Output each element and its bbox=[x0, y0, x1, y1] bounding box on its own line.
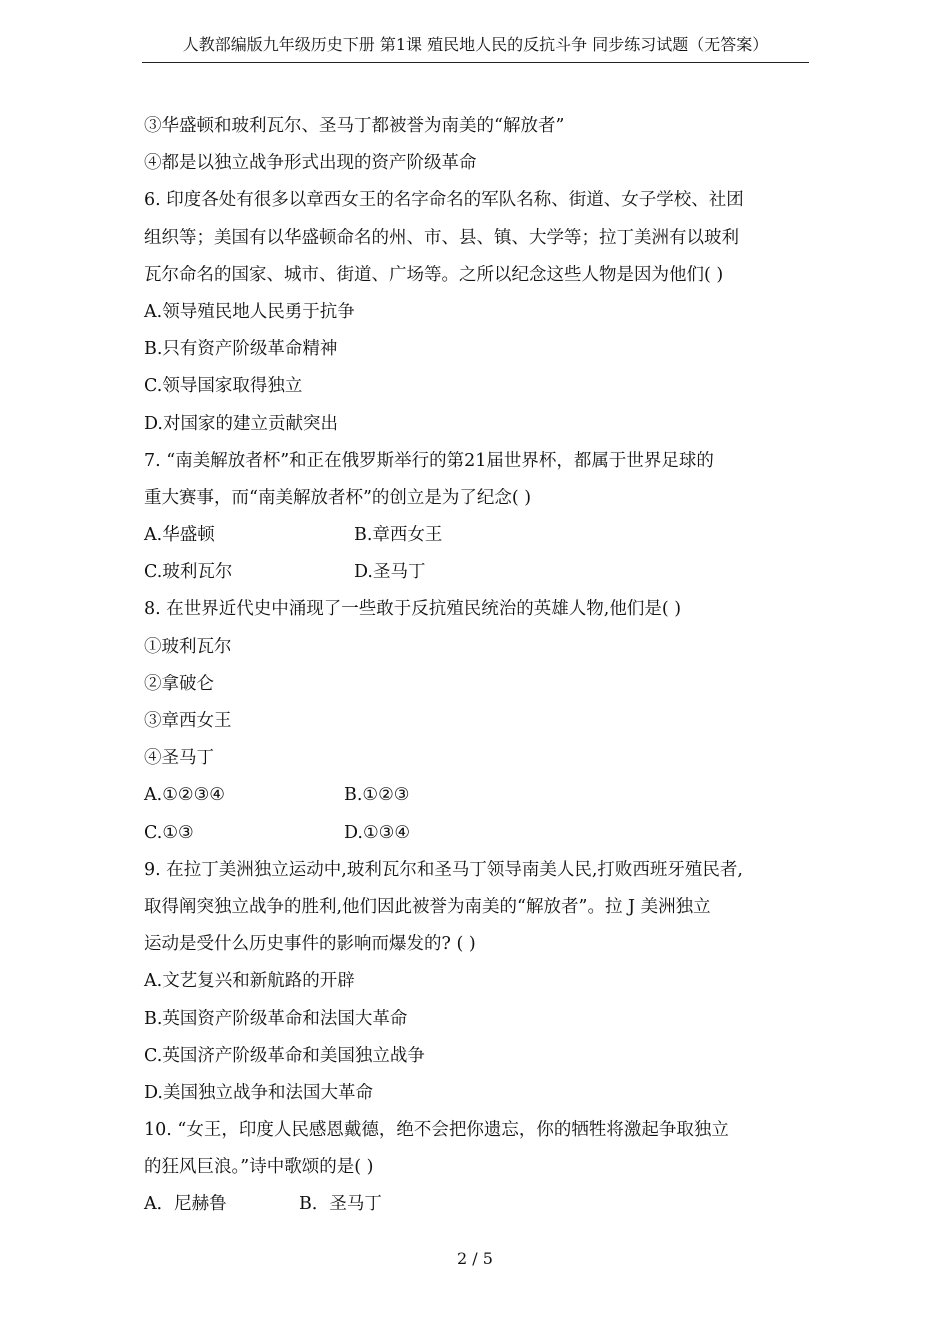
question-8-choice-1: ①玻利瓦尔 bbox=[144, 636, 232, 657]
statement-4: ④都是以独立战争形式出现的资产阶级革命 bbox=[144, 153, 477, 174]
question-10-options-row bbox=[144, 1186, 824, 1223]
question-7-option-a: A.华盛顿 bbox=[144, 525, 215, 546]
question-8-option-d: D.①③④ bbox=[344, 822, 411, 843]
question-6-stem: 6. 印度各处有很多以章西女王的名字命名的军队名称、街道、女子学校、社团 bbox=[144, 190, 744, 211]
question-7-option-b: B.章西女王 bbox=[354, 525, 443, 546]
question-9-stem: 运动是受什么历史事件的影响而爆发的? ( ) bbox=[144, 934, 476, 955]
question-8-choice-2: ②拿破仑 bbox=[144, 673, 214, 694]
question-8-option-a: A.①②③④ bbox=[144, 785, 225, 806]
question-9-option-b: B.英国资产阶级革命和法国大革命 bbox=[144, 1008, 408, 1029]
page-header: 人教部编版九年级历史下册 第1课 殖民地人民的反抗斗争 同步练习试题（无答案） bbox=[182, 35, 769, 54]
header-divider bbox=[142, 62, 809, 63]
question-6-option-b: B.只有资产阶级革命精神 bbox=[144, 339, 338, 360]
question-9-option-c: C.英国济产阶级革命和美国独立战争 bbox=[144, 1045, 425, 1066]
statement-3: ③华盛顿和玻利瓦尔、圣马丁都被誉为南美的“解放者” bbox=[144, 116, 565, 136]
question-9-option-d: D.美国独立战争和法国大革命 bbox=[144, 1082, 373, 1103]
question-9-option-a: A.文艺复兴和新航路的开辟 bbox=[144, 971, 355, 992]
question-6-option-d: D.对国家的建立贡献突出 bbox=[144, 413, 338, 434]
question-7-option-d: D.圣马丁 bbox=[354, 562, 426, 583]
question-8-options-row bbox=[144, 777, 824, 814]
question-10-option-b: B．圣马丁 bbox=[299, 1194, 382, 1215]
question-6-stem: 瓦尔命名的国家、城市、街道、广场等。之所以纪念这些人物是因为他们( ) bbox=[144, 264, 724, 285]
question-8-choice-4: ④圣马丁 bbox=[144, 748, 214, 769]
question-8-stem: 8. 在世界近代史中涌现了一些敢于反抗殖民统治的英雄人物,他们是( ) bbox=[144, 599, 682, 620]
page-number: 2 / 5 bbox=[457, 1249, 493, 1268]
question-7-stem: 重大赛事，而“南美解放者杯”的创立是为了纪念( ) bbox=[144, 487, 532, 508]
question-6-option-c: C.领导国家取得独立 bbox=[144, 376, 303, 397]
question-9-stem: 取得阐突独立战争的胜利,他们因此被誉为南美的“解放者”。拉 J 美洲独立 bbox=[144, 896, 711, 917]
question-10-stem: 的狂风巨浪。”诗中歌颂的是( ) bbox=[144, 1157, 374, 1178]
question-content bbox=[144, 108, 824, 1224]
question-6-option-a: A.领导殖民地人民勇于抗争 bbox=[144, 301, 355, 322]
question-7-options-row bbox=[144, 517, 824, 554]
question-10-option-a: A．尼赫鲁 bbox=[144, 1194, 227, 1215]
question-8-option-b: B.①②③ bbox=[344, 785, 410, 806]
question-6-stem: 组织等；美国有以华盛顿命名的州、市、县、镇、大学等；拉丁美洲有以玻利 bbox=[144, 227, 739, 248]
question-7-option-c: C.玻利瓦尔 bbox=[144, 562, 233, 583]
question-10-stem: 10. “女王，印度人民感恩戴德，绝不会把你遗忘，你的牺牲将激起争取独立 bbox=[144, 1120, 729, 1141]
question-7-stem: 7. “南美解放者杯”和正在俄罗斯举行的第21届世界杯，都属于世界足球的 bbox=[144, 450, 714, 471]
question-7-options-row bbox=[144, 554, 824, 591]
question-8-options-row bbox=[144, 815, 824, 852]
question-8-choice-3: ③章西女王 bbox=[144, 711, 232, 731]
question-9-stem: 9. 在拉丁美洲独立运动中,玻利瓦尔和圣马丁领导南美人民,打败西班牙殖民者, bbox=[144, 859, 743, 880]
question-8-option-c: C.①③ bbox=[144, 822, 194, 843]
